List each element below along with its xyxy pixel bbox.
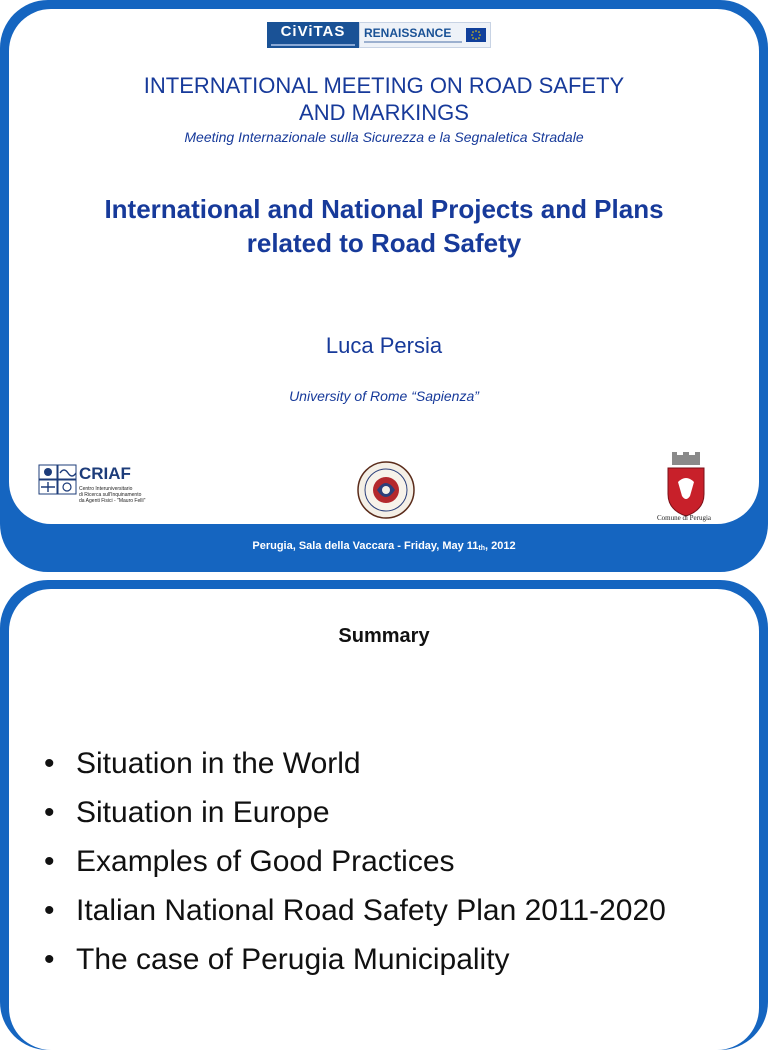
meeting-title: INTERNATIONAL MEETING ON ROAD SAFETY AND MARKINGS [143,73,625,125]
criaf-logo [38,460,168,516]
affiliation: University of Rome “Sapienza” [289,388,479,404]
summary-list [40,744,740,989]
svg-text:Centro Interuniversitario: Centro Interuniversitario [79,486,133,492]
presentation-title: International and National Projects and Plans related to Road Safety [104,194,664,258]
eu-flag-icon [466,28,486,42]
renaissance-logo: RENAISSANCE [359,22,491,48]
author-name: Luca Persia [325,333,443,358]
list-item: • Situation in Europe [40,793,740,833]
meeting-subtitle: Meeting Internazionale sulla Sicurezza e la Segnaletica Stradale [184,129,584,145]
list-item: • Examples of Good Practices [40,842,740,882]
summary-title: Summary [338,625,430,647]
list-item: • Italian National Road Safety Plan 2011-2020 [40,891,740,931]
list-item: • Situation in the World [40,744,740,784]
university-seal-icon [357,461,415,519]
criaf-logo-text: CRIAF [79,464,131,483]
list-item: • The case of Perugia Municipality [40,940,740,980]
svg-text:da Agenti Fisici - "Mauro Fell: da Agenti Fisici - "Mauro Felli" [79,498,146,504]
civitas-logo: CiViTAS [267,22,359,48]
svg-text:di Ricerca sull'Inquinamento: di Ricerca sull'Inquinamento [79,492,142,498]
perugia-caption: Comune di Perugia [656,514,712,522]
slide-footer: Perugia, Sala della Vaccara - Friday, May $11_{th}$, 2012 [252,540,516,552]
